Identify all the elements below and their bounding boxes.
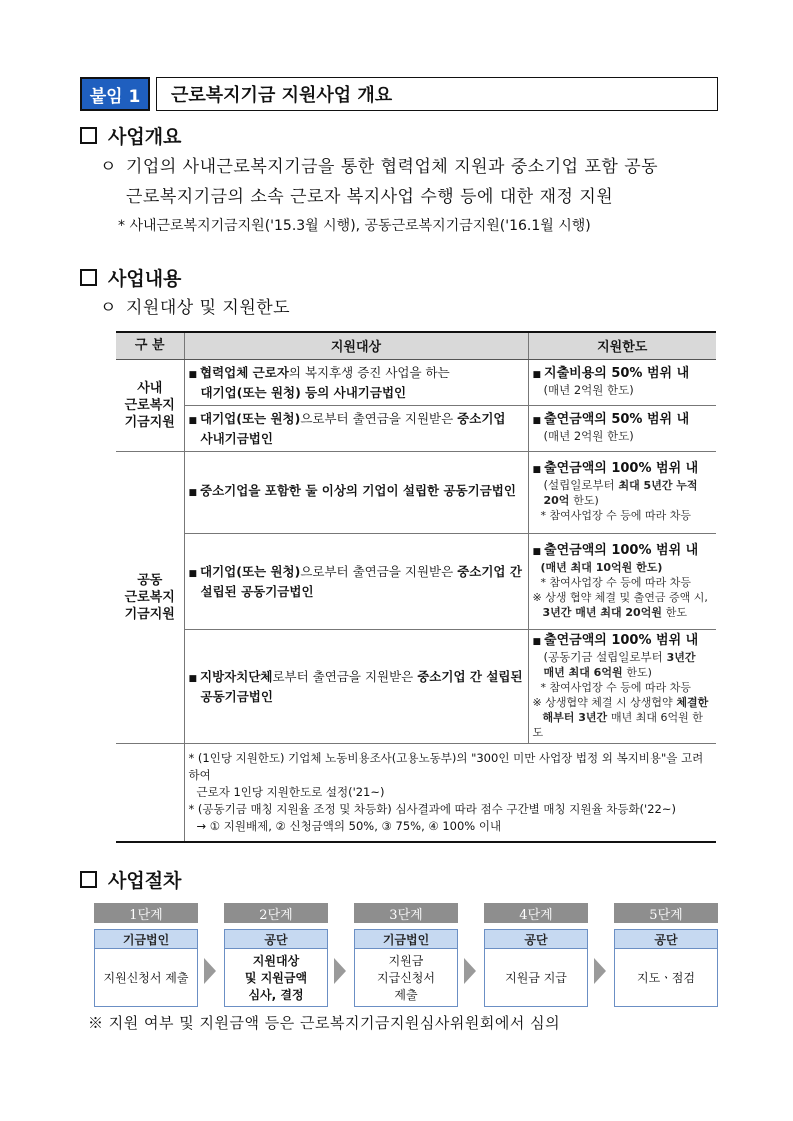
footnote-line: * (공동기금 매칭 지원율 조정 및 차등화) 심사결과에 따라 점수 구간별 매칭 지원율 차등화('22~): [188, 801, 676, 816]
chevron-right-icon: [464, 958, 476, 984]
overview-heading: [80, 122, 181, 149]
procedure-note: ※ 지원 여부 및 지원금액 등은 근로복지기금지원심사위원회에서 심의: [88, 1014, 561, 1032]
step-stage: 2단계: [224, 903, 328, 923]
procedure-heading-text: 사업절차: [108, 870, 182, 892]
table-header-row: [116, 332, 716, 359]
header-category: 구 분: [116, 332, 184, 359]
table-footer-row: [116, 743, 716, 842]
attachment-badge: 붙임 1: [80, 77, 150, 111]
row1-target: ■ 협력업체 근로자의 복지후생 증진 사업을 하는 대기업(또는 원청) 등의 사내기금법인: [184, 359, 528, 405]
row3-target: ■ 중소기업을 포함한 둘 이상의 기업이 설립한 공동기금법인: [184, 451, 528, 533]
procedure-steps: [94, 903, 720, 1007]
step-stage: 1단계: [94, 903, 198, 923]
step-action: 지도ㆍ점검: [637, 970, 695, 985]
step-stage: 3단계: [354, 903, 458, 923]
step-action: 지원대상 및 지원금액 심사, 결정: [244, 953, 308, 1002]
table-footnotes: [184, 743, 716, 842]
step-actor: 공단: [225, 930, 327, 949]
row3-limit: ■ 출연금액의 100% 범위 내 (설립일로부터 최대 5년간 누적 20억 한도) * 참여사업장 수 등에 따라 차등: [528, 451, 716, 533]
step-actor: 기금법인: [95, 930, 197, 949]
support-table: [116, 331, 716, 843]
group2-label: 공동 근로복지 기금지원: [116, 451, 184, 743]
row5-target: ■ 지방자치단체로부터 출연금을 지원받은 중소기업 간 설립된 공동기금법인: [184, 629, 528, 743]
procedure-heading: [80, 866, 181, 893]
title-bar: [80, 77, 718, 111]
content-heading: [80, 264, 181, 291]
content-heading-text: 사업내용: [108, 268, 182, 290]
group1-label: 사내 근로복지 기금지원: [116, 359, 184, 451]
step-box: [94, 929, 198, 1007]
step-box: [354, 929, 458, 1007]
header-target: 지원대상: [184, 332, 528, 359]
overview-note: * 사내근로복지기금지원('15.3월 시행), 공동근로복지기금지원('16.1월 시행): [118, 218, 591, 234]
table-row: [116, 359, 716, 405]
checkbox-square-icon: [80, 269, 97, 286]
overview-bullet: ㅇ: [100, 157, 117, 177]
table-row: [116, 451, 716, 533]
footnote-line: → ① 지원배제, ② 신청금액의 50%, ③ 75%, ④ 100% 이내: [196, 818, 502, 833]
step-action: 지원금 지급: [505, 970, 567, 985]
row2-target: ■ 대기업(또는 원청)으로부터 출연금을 지원받은 중소기업 사내기금법인: [184, 405, 528, 451]
step-box: [224, 929, 328, 1007]
step-box: [484, 929, 588, 1007]
step-actor: 기금법인: [355, 930, 457, 949]
step-actor: 공단: [615, 930, 717, 949]
table-row: [116, 533, 716, 629]
step-stage: 5단계: [614, 903, 718, 923]
table-row: [116, 629, 716, 743]
page-title: 근로복지기금 지원사업 개요: [156, 77, 718, 111]
row1-limit: ■ 지출비용의 50% 범위 내 (매년 2억원 한도): [528, 359, 716, 405]
row4-limit: ■ 출연금액의 100% 범위 내 (매년 최대 10억원 한도) * 참여사업장 수 등에 따라 차등 ※ 상생 협약 체결 및 출연금 증액 시, 3년간 매년 최대 20억원 한도: [528, 533, 716, 629]
chevron-right-icon: [334, 958, 346, 984]
footnote-line: * (1인당 지원한도) 기업체 노동비용조사(고용노동부)의 "300인 미만 사업장 법정 외 복지비용"을 고려하여: [188, 750, 704, 782]
overview-heading-text: 사업개요: [108, 126, 182, 148]
chevron-right-icon: [204, 958, 216, 984]
header-limit: 지원한도: [528, 332, 716, 359]
step-actor: 공단: [485, 930, 587, 949]
checkbox-square-icon: [80, 871, 97, 888]
step-stage: 4단계: [484, 903, 588, 923]
row2-limit: ■ 출연금액의 50% 범위 내 (매년 2억원 한도): [528, 405, 716, 451]
step-action: 지원금 지급신청서 제출: [377, 953, 435, 1002]
step-action: 지원신청서 제출: [103, 970, 189, 985]
content-subheading: 지원대상 및 지원한도: [126, 298, 291, 318]
step-box: [614, 929, 718, 1007]
chevron-right-icon: [594, 958, 606, 984]
table-row: [116, 405, 716, 451]
row5-limit: ■ 출연금액의 100% 범위 내 (공동기금 설립일로부터 3년간 매년 최대 6억원 한도) * 참여사업장 수 등에 따라 차등 ※ 상생협약 체결 시 상생협약 체결한 해부터 3년간 매년 최대 6억원 한도: [528, 629, 716, 743]
overview-line1: 기업의 사내근로복지기금을 통한 협력업체 지원과 중소기업 포함 공동: [126, 157, 659, 177]
content-bullet: ㅇ: [100, 298, 117, 318]
checkbox-square-icon: [80, 127, 97, 144]
overview-line2: 근로복지기금의 소속 근로자 복지사업 수행 등에 대한 재정 지원: [126, 187, 614, 207]
row4-target: ■ 대기업(또는 원청)으로부터 출연금을 지원받은 중소기업 간 설립된 공동기금법인: [184, 533, 528, 629]
footnote-line: 근로자 1인당 지원한도로 설정('21~): [196, 784, 385, 799]
